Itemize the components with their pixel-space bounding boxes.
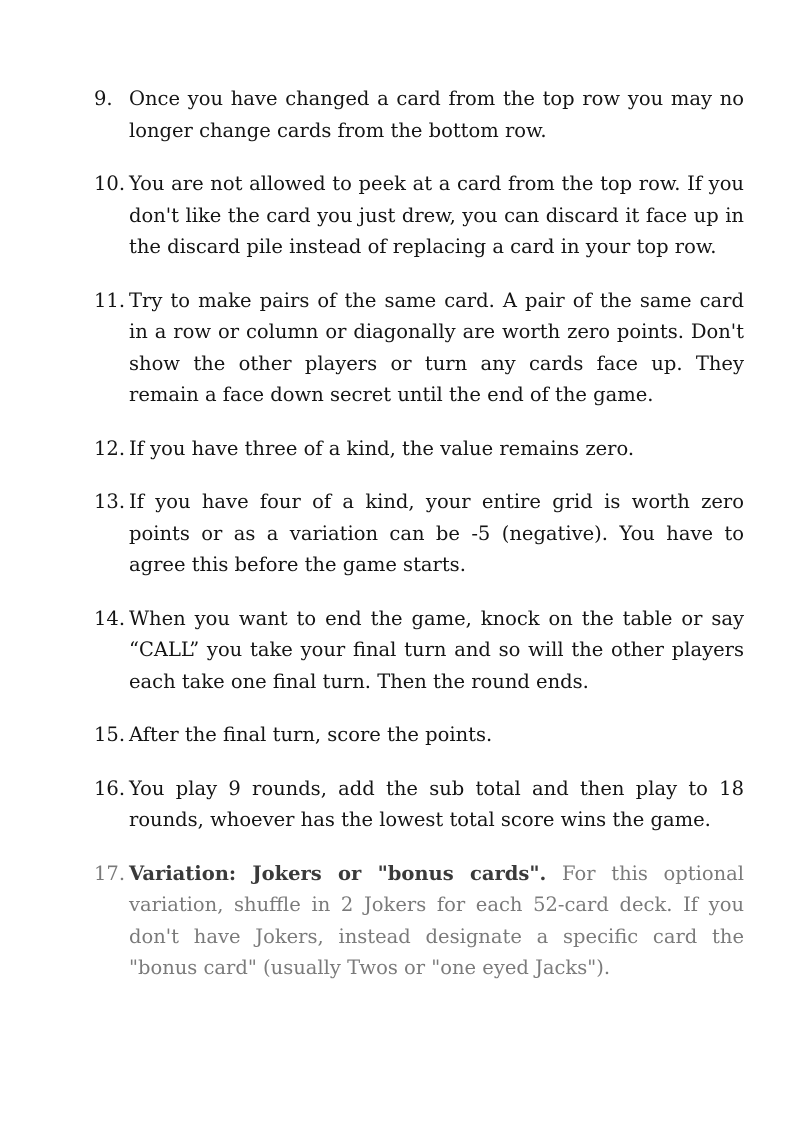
rule-item-17 (94, 858, 744, 984)
rule-item-9 (94, 83, 744, 146)
rule-number: 15. (94, 723, 126, 746)
rule-number: 16. (94, 776, 126, 800)
rule-text: You play 9 rounds, add the sub total and then play to 18 rounds, whoever has the lowest total score wins the game. (129, 776, 744, 831)
rule-item-11 (94, 285, 744, 411)
rule-number: 12. (94, 436, 126, 460)
rules-list (94, 83, 744, 1006)
rule-text: If you have four of a kind, your entire grid is worth zero points or as a variation can be -5 (negative). You have to agree this before the game starts. (129, 490, 744, 576)
rule-text: Try to make pairs of the same card. A pair of the same card in a row or column or diagonally are worth zero points. Don't show the other players or turn any cards face up. They remain a face down secret until the end of the game. (129, 288, 744, 406)
rule-item-12 (94, 433, 744, 465)
rule-text: You are not allowed to peek at a card from the top row. If you don't like the card you just drew, you can discard it face up in the discard pile instead of replacing a card in your top row. (129, 172, 744, 258)
rule-number: 11. (94, 288, 126, 312)
rule-number: 13. (94, 490, 126, 513)
rule-text: After the final turn, score the points. (129, 723, 493, 746)
rule-item-10 (94, 168, 744, 263)
rule-text: If you have three of a kind, the value remains zero. (129, 436, 635, 460)
rule-number: 10. (94, 172, 126, 195)
rule-text: When you want to end the game, knock on the table or say “CALL” you take your final turn and so will the other players each take one final turn. Then the round ends. (129, 606, 744, 693)
rule-number: 17. (94, 861, 126, 885)
rule-text: Once you have changed a card from the top row you may no longer change cards from the bottom row. (129, 87, 744, 142)
rule-item-15 (94, 719, 744, 751)
rule-number: 14. (94, 606, 126, 630)
rule-item-13 (94, 486, 744, 581)
rule-number: 9. (94, 87, 113, 110)
rule-item-14 (94, 603, 744, 698)
rule-text: For this optional variation, shuffle in 2 Jokers for each 52-card deck. If you don't have Jokers, instead designate a specific card the "bonus card" (usually Twos or "one eyed Jacks"). (129, 861, 745, 979)
rule-item-16 (94, 773, 744, 836)
variation-heading: Variation: Jokers or "bonus cards". (129, 861, 547, 885)
